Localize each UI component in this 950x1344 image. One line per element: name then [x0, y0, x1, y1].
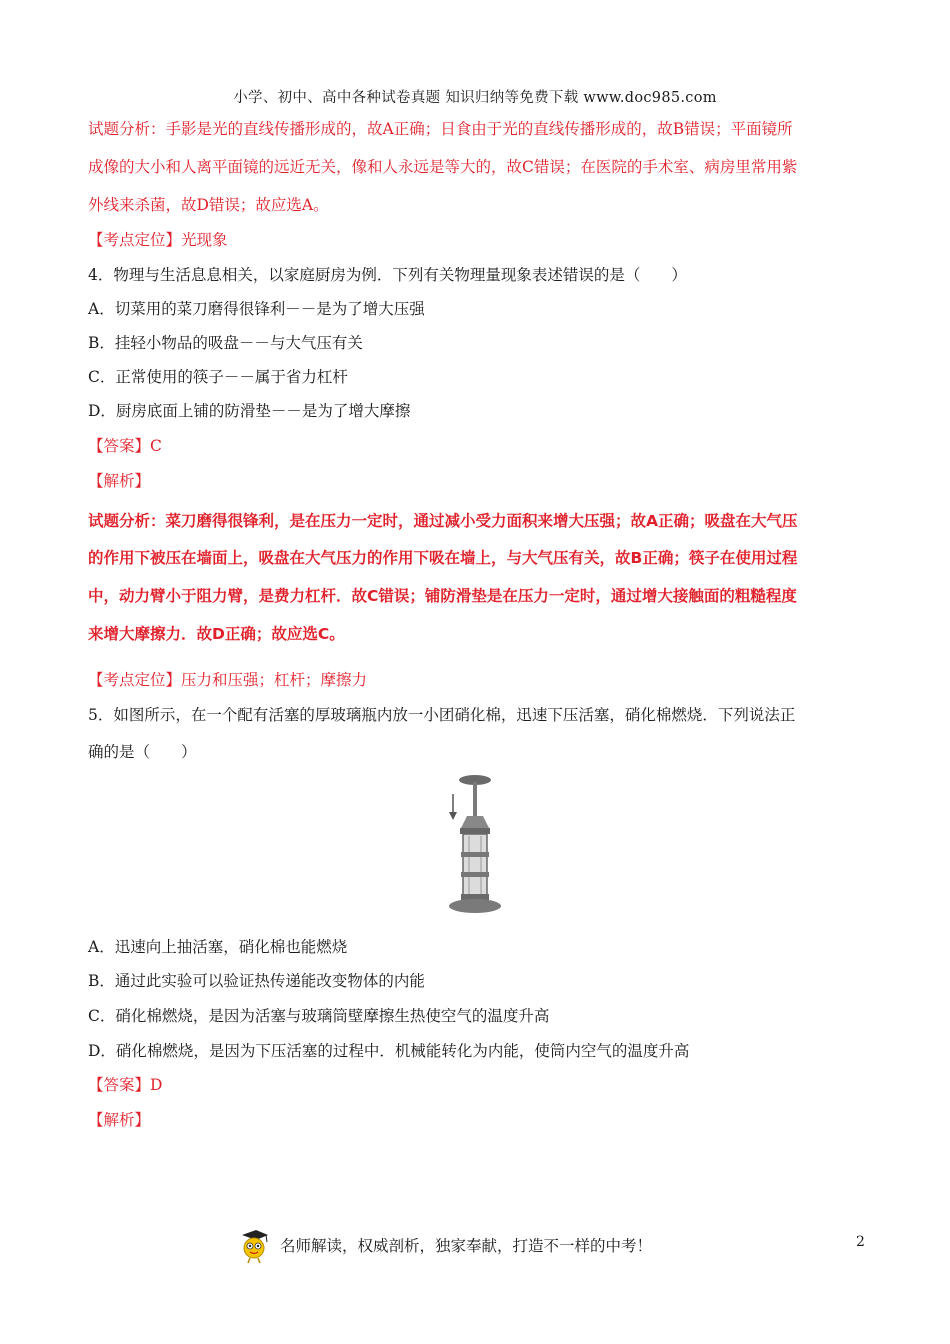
- q5-stem-line-1: 5．如图所示，在一个配有活塞的厚玻璃瓶内放一小团硝化棉，迅速下压活塞，硝化棉燃烧．下列说法正: [88, 706, 796, 724]
- page-footer: [236, 1228, 876, 1264]
- q4-option-b: B．挂轻小物品的吸盘－－与大气压有关: [88, 334, 363, 352]
- kaodian-tag: 【考点定位】: [88, 671, 182, 689]
- kaodian-value: 光现象: [181, 231, 228, 249]
- page-header: 小学、初中、高中各种试卷真题 知识归纳等免费下载 www.doc985.com: [233, 90, 717, 106]
- graduate-mascot-icon: [236, 1228, 272, 1264]
- q5-option-d: D．硝化棉燃烧，是因为下压活塞的过程中．机械能转化为内能，使筒内空气的温度升高: [88, 1042, 690, 1060]
- q4-answer: [88, 434, 162, 456]
- q5-option-c: C．硝化棉燃烧，是因为活塞与玻璃筒壁摩擦生热使空气的温度升高: [88, 1007, 550, 1025]
- q4-stem: 4．物理与生活息息相关，以家庭厨房为例．下列有关物理量现象表述错误的是（ ）: [88, 266, 687, 284]
- q4-analysis-line-2: 的作用下被压在墙面上，吸盘在大气压力的作用下吸在墙上，与大气压有关，故B正确；筷子在使用过程: [88, 549, 798, 567]
- q4-option-a: A．切菜用的菜刀磨得很锋利－－是为了增大压强: [88, 300, 425, 318]
- q5-stem-line-2: 确的是（ ）: [88, 743, 197, 761]
- answer-tag: 【答案】: [88, 437, 151, 455]
- piston-apparatus-icon: [425, 768, 525, 918]
- footer-slogan: 名师解读，权威剖析，独家奉献，打造不一样的中考！: [280, 1237, 653, 1255]
- prev-kaodian: [88, 228, 228, 250]
- page-number: 2: [856, 1234, 865, 1250]
- q5-option-b: B．通过此实验可以验证热传递能改变物体的内能: [88, 972, 425, 990]
- answer-value: D: [150, 1076, 163, 1094]
- q4-option-c: C．正常使用的筷子－－属于省力杠杆: [88, 368, 348, 386]
- prev-analysis-line-2: 成像的大小和人离平面镜的远近无关，像和人永远是等大的，故C错误；在医院的手术室、病房里常用紫: [88, 158, 798, 176]
- answer-value: C: [150, 437, 162, 455]
- q4-analysis-line-4: 来增大摩擦力．故D正确；故应选C。: [88, 625, 345, 643]
- q4-analysis-line-1: 试题分析：菜刀磨得很锋利，是在压力一定时，通过减小受力面积来增大压强；故A正确；吸盘在大气压: [88, 512, 798, 530]
- q5-answer: [88, 1073, 162, 1095]
- kaodian-tag: 【考点定位】: [88, 231, 182, 249]
- q4-option-d: D．厨房底面上铺的防滑垫－－是为了增大摩擦: [88, 402, 411, 420]
- q4-kaodian: [88, 668, 367, 690]
- kaodian-value: 压力和压强；杠杆；摩擦力: [181, 671, 368, 689]
- q5-option-a: A．迅速向上抽活塞，硝化棉也能燃烧: [88, 938, 348, 956]
- q4-analysis-line-3: 中，动力臂小于阻力臂，是费力杠杆．故C错误；铺防滑垫是在压力一定时，通过增大接触面的粗糙程度: [88, 587, 797, 605]
- prev-analysis-line-3: 外线来杀菌，故D错误；故应选A。: [88, 196, 329, 214]
- prev-analysis-line-1: 试题分析：手影是光的直线传播形成的，故A正确；日食由于光的直线传播形成的，故B错误；平面镜所: [88, 120, 793, 138]
- q5-analysis-tag: 【解析】: [88, 1111, 151, 1129]
- answer-tag: 【答案】: [88, 1076, 151, 1094]
- q4-analysis-tag: 【解析】: [88, 472, 151, 490]
